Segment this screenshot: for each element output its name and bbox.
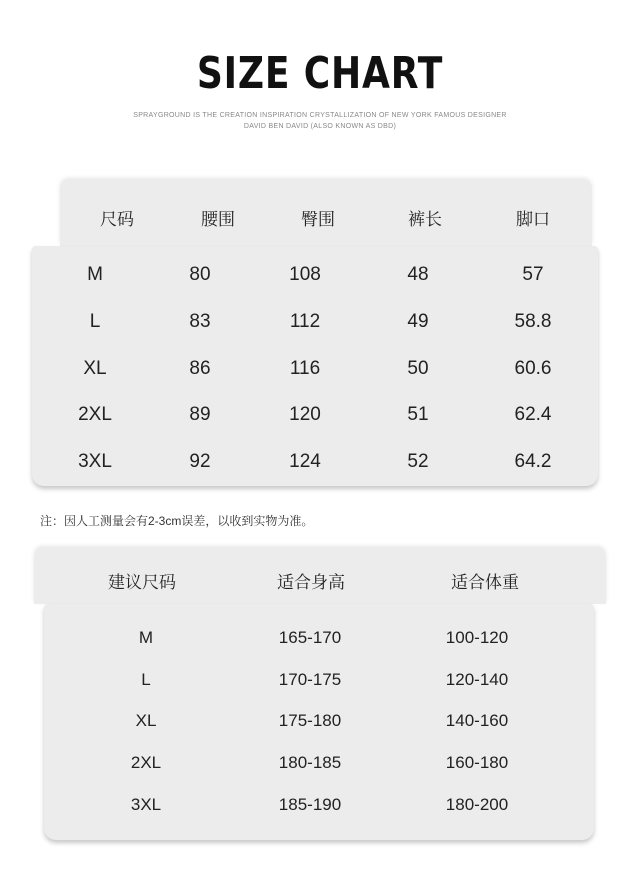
size-table-header-cell: 尺码 [100, 210, 134, 229]
size-table-cell: 60.6 [514, 358, 552, 379]
fit-table-header-cell: 适合身高 [277, 573, 345, 592]
fit-table-cell: 160-180 [445, 753, 509, 772]
size-table-cell: 58.8 [514, 311, 552, 332]
fit-table-cell: 180-185 [278, 753, 342, 772]
fit-table-cell: 120-140 [445, 670, 509, 689]
size-table-cell: 108 [289, 264, 321, 285]
size-table-cell: 120 [289, 404, 321, 425]
subtitle-line-1: SPRAYGROUND IS THE CREATION INSPIRATION CRYSTALLIZATION OF NEW YORK FAMOUS DESIGNER [133, 112, 507, 119]
size-table-cell: 51 [407, 404, 429, 425]
size-table-cell: 49 [407, 311, 429, 332]
size-table-cell: 116 [289, 358, 321, 379]
fit-table-cell: 165-170 [278, 628, 342, 647]
fit-table-cell: L [141, 670, 151, 689]
size-table-cell: 62.4 [514, 404, 552, 425]
size-table-cell: 89 [189, 404, 211, 425]
fit-table-cell: 170-175 [278, 670, 342, 689]
fit-table-cell: 185-190 [278, 795, 342, 814]
size-table-cell: 52 [407, 451, 429, 472]
size-table-cell: 83 [189, 311, 211, 332]
size-table-cell: M [87, 264, 103, 285]
size-table-cell: L [89, 311, 101, 332]
fit-table-cell: M [138, 628, 154, 647]
fit-table-cell: 140-160 [445, 711, 509, 730]
size-table-cell: 57 [522, 264, 544, 285]
fit-table-header-cell: 建议尺码 [108, 573, 176, 592]
size-table-cell: 80 [189, 264, 211, 285]
page-title: SIZE CHART [196, 48, 444, 99]
fit-table-header-cell: 适合体重 [451, 573, 519, 592]
size-table-cell: 64.2 [514, 451, 552, 472]
size-table-cell: 124 [289, 451, 321, 472]
fit-table-cell: 175-180 [278, 711, 342, 730]
measurement-note: 注：因人工测量会有2-3cm误差，以收到实物为准。 [40, 514, 314, 528]
fit-table-cell: 100-120 [445, 628, 509, 647]
size-table-cell: 112 [289, 311, 321, 332]
fit-table-cell: XL [135, 711, 157, 730]
fit-table-cell: 180-200 [445, 795, 509, 814]
size-table-header-cell: 脚口 [516, 210, 550, 229]
fit-table-cell: 3XL [130, 795, 162, 814]
fit-table-cell: 2XL [130, 753, 162, 772]
size-table-cell: 48 [407, 264, 429, 285]
size-table-header-cell: 腰围 [201, 210, 235, 229]
size-table-header-cell: 裤长 [408, 210, 442, 229]
size-table-header-cell: 臀围 [301, 210, 335, 229]
size-table-cell: 86 [189, 358, 211, 379]
size-table-cell: 50 [407, 358, 429, 379]
size-table-cell: XL [83, 358, 107, 379]
size-table-cell: 92 [189, 451, 211, 472]
size-table-cell: 2XL [78, 404, 112, 425]
size-table-cell: 3XL [78, 451, 112, 472]
subtitle-line-2: DAVID BEN DAVID (ALSO KNOWN AS DBD) [243, 123, 397, 130]
